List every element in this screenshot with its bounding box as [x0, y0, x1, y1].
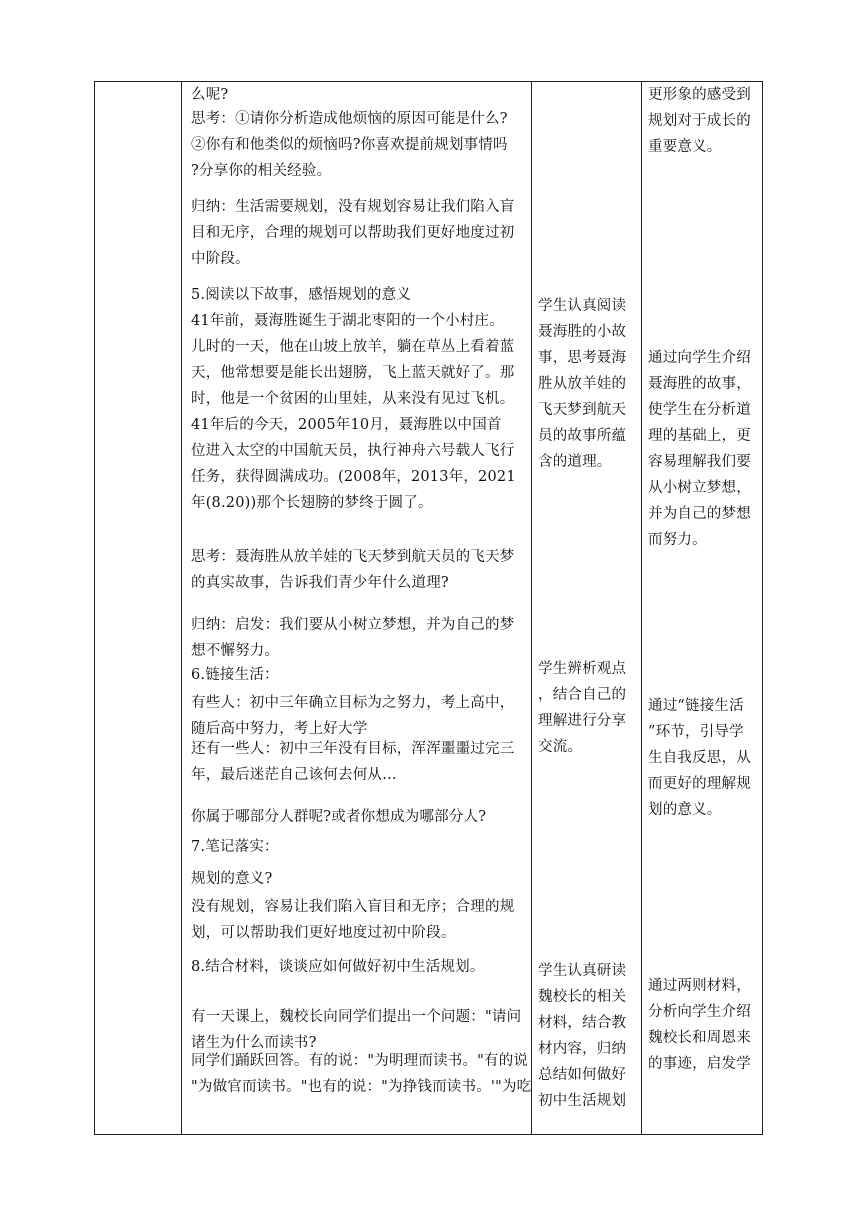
text-line: 材内容，归纳: [538, 1041, 627, 1057]
text-line: 重要意义。: [648, 139, 722, 155]
text-block: [181, 866, 531, 892]
text-block: [181, 834, 531, 860]
text-line: ”环节，引导学: [648, 724, 744, 740]
text-block: [532, 958, 641, 1114]
text-line: 学生辨析观点: [538, 661, 627, 677]
text-line: 含的道理。: [538, 454, 612, 470]
text-line: 归纳：生活需要规划，没有规划容易让我们陷入盲: [191, 199, 515, 215]
text-line: 有一天课上，魏校长向同学们提出一个问题："请问: [191, 1009, 522, 1025]
text-line: 划的意义。: [648, 802, 722, 818]
text-block: [642, 973, 763, 1077]
text-line: ，结合自己的: [538, 687, 627, 703]
text-line: 随后高中努力，考上好大学: [191, 721, 368, 737]
text-line: 理解进行分享: [538, 713, 627, 729]
text-block: [181, 544, 531, 596]
text-line: 思考：①请你分析造成他烦恼的原因可能是什么?: [191, 111, 508, 127]
text-line: 年(8.20))那个长翅膀的梦终于圆了。: [191, 495, 433, 511]
text-line: 41年前，聂海胜诞生于湖北枣阳的一个小村庄。: [191, 313, 504, 329]
text-block: [181, 894, 531, 946]
text-block: [532, 656, 641, 760]
text-line: 位进入太空的中国航天员，执行神舟六号载人飞行: [191, 443, 515, 459]
text-line: 有些人：初中三年确立目标为之努力，考上高中，: [191, 695, 515, 711]
text-line: 划，可以帮助我们更好地度过初中阶段。: [191, 925, 456, 941]
text-line: 并为自己的梦想: [648, 506, 751, 522]
design-intent-column: [642, 82, 763, 1134]
text-line: 的真实故事，告诉我们青少年什么道理?: [191, 575, 449, 591]
student-activity-column: [532, 82, 641, 1134]
text-line: 还有一些人：初中三年没有目标，浑浑噩噩过完三: [191, 741, 515, 757]
text-block: [181, 612, 531, 664]
text-block: [181, 194, 531, 272]
text-line: 分析向学生介绍: [648, 1004, 751, 1020]
text-line: 胜从放羊娃的: [538, 376, 627, 392]
text-line: 飞天梦到航天: [538, 402, 627, 418]
text-line: 天，他常想要是能长出翅膀，飞上蓝天就好了。那: [191, 365, 515, 381]
text-line: 而努力。: [648, 532, 707, 548]
text-line: 魏校长的相关: [538, 989, 627, 1005]
text-line: 容易理解我们要: [648, 454, 751, 470]
text-line: 从小树立梦想，: [648, 480, 751, 496]
text-block: [642, 693, 763, 823]
text-line: 通过向学生介绍: [648, 350, 751, 366]
text-line: 诸生为什么而读书?: [191, 1035, 317, 1051]
text-line: 没有规划，容易让我们陷入盲目和无序；合理的规: [191, 899, 515, 915]
text-line: 41年后的今天，2005年10月，聂海胜以中国首: [191, 417, 502, 433]
text-block: [181, 106, 531, 184]
text-line: 目和无序，合理的规划可以帮助我们更好地度过初: [191, 225, 515, 241]
text-line: 初中生活规划: [538, 1093, 627, 1109]
text-line: 儿时的一天，他在山坡上放羊，躺在草丛上看着蓝: [191, 339, 515, 355]
text-line: "为做官而读书。"也有的说："为挣钱而读书。'"为吃: [191, 1079, 532, 1095]
text-line: ②你有和他类似的烦恼吗?你喜欢提前规划事情吗: [191, 137, 508, 153]
text-block: [642, 345, 763, 553]
text-line: 事，思考聂海: [538, 350, 627, 366]
text-line: 魏校长和周恩来: [648, 1030, 751, 1046]
text-block: [181, 690, 531, 742]
text-line: 生自我反思，从: [648, 750, 751, 766]
text-line: 么呢?: [191, 87, 229, 103]
text-line: ?分享你的相关经验。: [191, 163, 332, 179]
text-line: 年，最后迷茫自己该何去何从…: [191, 767, 397, 783]
text-line: 归纳：启发：我们要从小树立梦想，并为自己的梦: [191, 617, 515, 633]
text-line: 交流。: [538, 739, 583, 755]
text-block: [181, 804, 531, 830]
text-block: [181, 954, 531, 980]
text-block: [181, 662, 531, 688]
text-block: [181, 736, 531, 788]
text-line: 通过“链接生活: [648, 698, 744, 714]
text-line: 学生认真研读: [538, 963, 627, 979]
text-line: 中阶段。: [191, 251, 250, 267]
text-block: [532, 293, 641, 475]
text-line: 时，他是一个贫困的山里娃，从来没有见过飞机。: [191, 391, 515, 407]
lesson-plan-table: [94, 81, 763, 1135]
text-line: 你属于哪部分人群呢?或者你想成为哪部分人?: [191, 809, 487, 825]
text-line: 学生认真阅读: [538, 298, 627, 314]
text-line: 理的基础上，更: [648, 428, 751, 444]
text-block: [642, 82, 763, 160]
text-line: 思考：聂海胜从放羊娃的飞天梦到航天员的飞天梦: [191, 549, 515, 565]
text-line: 想不懈努力。: [191, 643, 280, 659]
text-line: 同学们踊跃回答。有的说："为明理而读书。"有的说: [191, 1053, 529, 1069]
text-line: 而更好的理解规: [648, 776, 751, 792]
text-line: 通过两则材料，: [648, 978, 751, 994]
text-line: 聂海胜的小故: [538, 324, 627, 340]
text-block: [181, 282, 531, 516]
text-line: 使学生在分析道: [648, 402, 751, 418]
teaching-process-column: [181, 82, 531, 1134]
text-line: 更形象的感受到: [648, 87, 751, 103]
text-line: 员的故事所蕴: [538, 428, 627, 444]
text-line: 6.链接生活：: [191, 667, 279, 683]
text-line: 任务，获得圆满成功。(2008年，2013年，2021: [191, 469, 516, 485]
text-line: 材料，结合教: [538, 1015, 627, 1031]
text-block: [181, 1048, 531, 1100]
text-line: 7.笔记落实：: [191, 839, 279, 855]
text-line: 的事迹，启发学: [648, 1056, 751, 1072]
text-block: [181, 82, 531, 108]
text-line: 5.阅读以下故事，感悟规划的意义: [191, 287, 412, 303]
text-line: 8.结合材料，谈谈应如何做好初中生活规划。: [191, 959, 485, 975]
text-line: 总结如何做好: [538, 1067, 627, 1083]
text-line: 规划对于成长的: [648, 113, 751, 129]
text-line: 规划的意义?: [191, 871, 273, 887]
text-line: 聂海胜的故事，: [648, 376, 751, 392]
